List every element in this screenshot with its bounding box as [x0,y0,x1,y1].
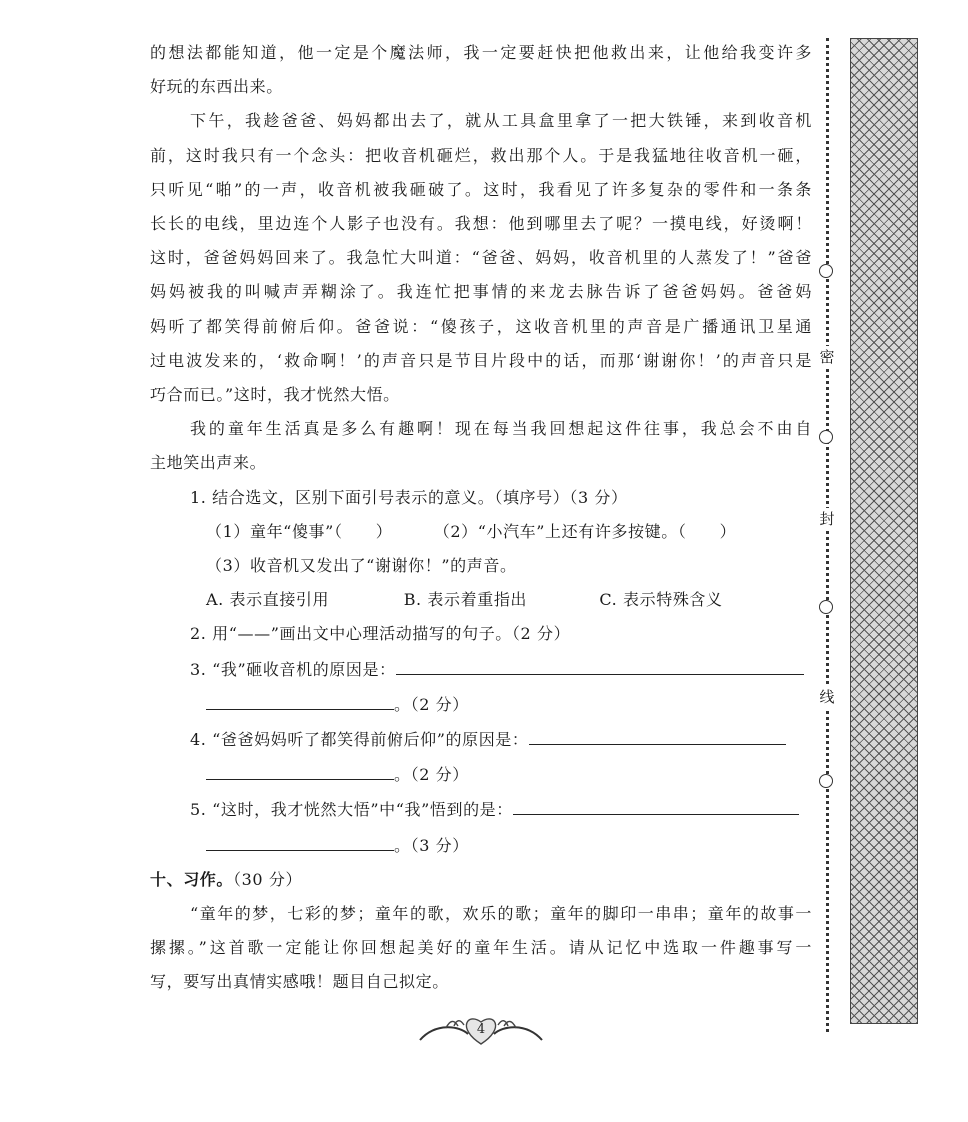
question-1-item-b: （2）“小汽车”上还有许多按键。（ ） [433,521,737,541]
passage-line: 主地笑出声来。 [150,453,267,473]
page-content [150,36,812,1000]
question-4-text: 4. “爸爸妈妈听了都笑得前俯后仰”的原因是： [190,730,529,750]
passage-line: 妈听了都笑得前俯后仰。爸爸说：“傻孩子，这收音机里的声音是广播通讯卫星通 [150,316,812,336]
composition-line: “童年的梦，七彩的梦；童年的歌，欢乐的歌；童年的脚印一串串；童年的故事一 [190,904,812,924]
passage-line: 我的童年生活真是多么有趣啊！现在每当我回想起这件往事，我总会不由自 [190,419,812,439]
answer-blank[interactable] [206,687,394,710]
option-c: C. 表示特殊含义 [599,590,723,610]
question-5-text: 5. “这时，我才恍然大悟”中“我”悟到的是： [190,800,513,820]
passage-line: 这时，爸爸妈妈回来了。我急忙大叫道：“爸爸、妈妈，收音机里的人蒸发了！”爸爸 [150,248,812,268]
question-1-items [150,515,812,549]
question-4 [150,722,812,757]
option-a: A. 表示直接引用 [206,590,330,610]
answer-blank[interactable] [206,757,394,780]
passage-line: 过电波发来的，‘救命啊！’的声音只是节目片段中的话，而那‘谢谢你！’的声音只是 [150,350,812,370]
passage-line: 长长的电线，里边连个人影子也没有。我想：他到哪里去了呢？一摸电线，好烫啊！ [150,214,812,234]
option-b: B. 表示着重指出 [403,590,528,610]
answer-blank[interactable] [206,828,394,851]
passage-line: 妈妈被我的叫喊声弄糊涂了。我连忙把事情的来龙去脉告诉了爸爸妈妈。爸爸妈 [150,282,812,302]
passage-line: 的想法都能知道，他一定是个魔法师，我一定要赶快把他救出来，让他给我变许多 [150,43,812,62]
page-number: 4 [476,1022,486,1037]
binding-circle [819,430,833,444]
question-5 [150,792,812,827]
composition-line: 写，要写出真情实感哦！题目自己拟定。 [150,972,449,992]
binding-label-mi: 密 [816,346,838,368]
question-3 [150,652,812,687]
binding-label-xian: 线 [816,686,838,708]
composition-heading [150,863,812,897]
passage-line: 好玩的东西出来。 [150,77,283,97]
passage-line: 巧合而已。”这时，我才恍然大悟。 [150,385,400,405]
question-3-text: 3. “我”砸收音机的原因是： [190,659,396,679]
composition-title: 十、习作。 [150,869,234,889]
answer-blank[interactable] [513,792,799,815]
answer-blank[interactable] [396,652,804,675]
binding-circle [819,774,833,788]
binding-dotted-line [826,38,829,1032]
composition-line: 摞摞。”这首歌一定能让你回想起美好的童年生活。请从记忆中选取一件趣事写一 [150,938,812,958]
question-1-item-a: （1）童年“傻事”（ ） [206,521,393,541]
decorative-pattern-strip [850,38,918,1024]
passage-line: 前，这时我只有一个念头：把收音机砸烂，救出那个人。于是我猛地往收音机一砸， [150,145,812,165]
question-1: 1. 结合选文，区别下面引号表示的意义。（填序号）（3 分） [190,487,628,507]
question-5-continued [150,828,812,863]
answer-blank[interactable] [529,722,786,745]
question-1-item-c: （3）收音机又发出了“谢谢你！”的声音。 [206,556,517,576]
composition-score: （30 分） [233,869,303,889]
passage-line: 下午，我趁爸爸、妈妈都出去了，就从工具盒里拿了一把大铁锤，来到收音机 [190,111,812,131]
question-4-score: 。（2 分） [394,765,469,785]
binding-circle [819,264,833,278]
question-3-score: 。（2 分） [394,694,469,714]
question-1-options [150,583,812,617]
question-3-continued [150,687,812,722]
question-5-score: 。（3 分） [394,835,469,855]
passage-line: 只听见“啪”的一声，收音机被我砸破了。这时，我看见了许多复杂的零件和一条条 [150,179,812,199]
question-4-continued [150,757,812,792]
binding-circle [819,600,833,614]
binding-label-feng: 封 [816,508,838,530]
question-2: 2. 用“——”画出文中心理活动描写的句子。（2 分） [190,624,571,644]
page-number-ornament [416,1008,546,1048]
